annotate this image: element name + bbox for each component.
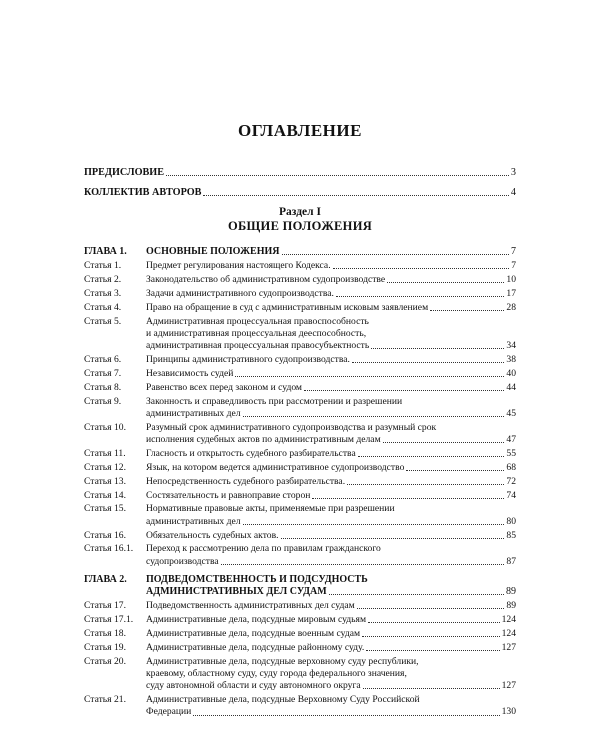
toc-article-entry xyxy=(84,490,516,502)
leader-dots xyxy=(347,484,504,485)
toc-page-number: 124 xyxy=(501,628,516,640)
toc-entry-title: ОСНОВНЫЕ ПОЛОЖЕНИЯ xyxy=(146,246,280,257)
toc-front-label: ПРЕДИСЛОВИЕ xyxy=(84,167,165,178)
toc-list xyxy=(84,241,516,720)
leader-dots xyxy=(352,362,504,363)
toc-entry-title: Административные дела, подсудные верховному суду республики, xyxy=(146,655,419,667)
toc-page-number: 68 xyxy=(506,461,516,473)
leader-dots xyxy=(243,524,505,525)
toc-entry-title: ПОДВЕДОМСТВЕННОСТЬ И ПОДСУДНОСТЬ xyxy=(146,573,368,585)
toc-page-number: 45 xyxy=(506,407,516,419)
toc-article-entry xyxy=(84,396,516,420)
toc-entry-number: Статья 20. xyxy=(84,655,126,667)
toc-entry-number: Статья 16. xyxy=(84,529,126,541)
leader-dots xyxy=(243,416,505,417)
toc-page-number: 28 xyxy=(506,301,516,313)
leader-dots xyxy=(304,390,504,391)
toc-page-number: 87 xyxy=(506,555,516,567)
toc-page-number: 127 xyxy=(501,641,516,653)
toc-page-number: 89 xyxy=(506,600,516,612)
toc-front-item xyxy=(84,166,516,179)
toc-entry-title: административная процессуальная правосубъектность xyxy=(146,340,370,352)
leader-dots xyxy=(371,348,504,349)
toc-entry-number: Статья 7. xyxy=(84,367,122,379)
toc-entry-number: Статья 1. xyxy=(84,260,122,272)
toc-article-entry xyxy=(84,368,516,380)
toc-entry-number: Статья 13. xyxy=(84,475,126,487)
toc-article-entry xyxy=(84,316,516,353)
toc-entry-title: Гласность и открытость судебного разбирательства xyxy=(146,447,356,459)
toc-entry-title: АДМИНИСТРАТИВНЫХ ДЕЛ СУДАМ xyxy=(146,586,327,598)
toc-entry-title: Непосредственность судебного разбирательства. xyxy=(146,475,346,487)
toc-entry-title: краевому, областному суду, суду города федерального значения, xyxy=(146,668,407,680)
toc-entry-title: Независимость судей xyxy=(146,367,234,379)
leader-dots xyxy=(368,622,500,623)
page-title: ОГЛАВЛЕНИЕ xyxy=(238,121,362,140)
toc-article-entry xyxy=(84,382,516,394)
toc-entry-title: Обязательность судебных актов. xyxy=(146,529,279,541)
toc-chapter-entry xyxy=(84,574,516,598)
toc-entry-title: Задачи административного судопроизводства. xyxy=(146,287,334,299)
leader-dots xyxy=(366,650,499,651)
leader-dots xyxy=(166,175,509,176)
toc-page-number: 80 xyxy=(506,515,516,527)
toc-entry-title: Административные дела, подсудные Верховному Суду Российской xyxy=(146,694,420,706)
toc-page-number: 47 xyxy=(506,434,516,446)
toc-entry-title: административных дел xyxy=(146,407,241,419)
toc-article-entry xyxy=(84,462,516,474)
toc-entry-number: ГЛАВА 2. xyxy=(84,573,127,585)
toc-entry-title: и административная процессуальная дееспособность, xyxy=(146,327,367,339)
toc-article-entry xyxy=(84,543,516,567)
toc-entry-number: Статья 6. xyxy=(84,354,122,366)
leader-dots xyxy=(336,296,505,297)
toc-entry-number: Статья 16.1. xyxy=(84,543,134,555)
leader-dots xyxy=(357,608,505,609)
leader-dots xyxy=(383,442,505,443)
toc-page-number: 127 xyxy=(501,680,516,692)
leader-dots xyxy=(235,376,504,377)
toc-entry-title: суду автономной области и суду автономного округа xyxy=(146,680,361,692)
toc-entry-number: Статья 19. xyxy=(84,641,126,653)
toc-article-entry xyxy=(84,614,516,626)
section-heading xyxy=(84,205,516,233)
toc-entry-title: Административная процессуальная правоспособность xyxy=(146,315,369,327)
toc-page-number: 17 xyxy=(506,287,516,299)
toc-entry-number: Статья 10. xyxy=(84,421,126,433)
toc-page-number: 85 xyxy=(506,529,516,541)
toc-page-number: 74 xyxy=(506,489,516,501)
toc-entry-title: Предмет регулирования настоящего Кодекса. xyxy=(146,260,331,272)
toc-chapter-entry xyxy=(84,246,516,258)
toc-page-number: 130 xyxy=(501,706,516,718)
toc-page-number: 3 xyxy=(510,167,516,178)
toc-article-entry xyxy=(84,302,516,314)
section-title: ОБЩИЕ ПОЛОЖЕНИЯ xyxy=(227,219,373,233)
toc-article-entry xyxy=(84,530,516,542)
toc-page-number: 4 xyxy=(510,187,516,198)
toc-entry-title: административных дел xyxy=(146,515,241,527)
toc-page-number: 55 xyxy=(506,447,516,459)
toc-entry-title: Нормативные правовые акты, применяемые при разрешении xyxy=(146,503,395,515)
toc-entry-title: Законодательство об административном судопроизводстве xyxy=(146,274,386,286)
toc-article-entry xyxy=(84,476,516,488)
toc-entry-number: Статья 18. xyxy=(84,628,126,640)
leader-dots xyxy=(329,594,504,595)
leader-dots xyxy=(363,688,500,689)
toc-entry-title: Равенство всех перед законом и судом xyxy=(146,381,303,393)
toc-article-entry xyxy=(84,642,516,654)
toc-entry-number: Статья 4. xyxy=(84,301,122,313)
toc-page-number: 124 xyxy=(501,614,516,626)
toc-entry-number: Статья 12. xyxy=(84,461,126,473)
toc-page-number: 89 xyxy=(506,586,516,598)
leader-dots xyxy=(282,254,510,255)
toc-entry-number: Статья 11. xyxy=(84,447,126,459)
toc-article-entry xyxy=(84,260,516,272)
toc-article-entry xyxy=(84,656,516,693)
toc-front-item xyxy=(84,186,516,199)
toc-entry-title: Федерации xyxy=(146,706,192,718)
leader-dots xyxy=(221,564,505,565)
toc-entry-title: Принципы административного судопроизводства. xyxy=(146,354,350,366)
leader-dots xyxy=(406,470,504,471)
toc-entry-title: Законность и справедливость при рассмотрении и разрешении xyxy=(146,395,403,407)
leader-dots xyxy=(387,282,504,283)
leader-dots xyxy=(358,456,505,457)
leader-dots xyxy=(333,268,510,269)
toc-entry-number: Статья 2. xyxy=(84,274,122,286)
toc-article-entry xyxy=(84,694,516,718)
toc-page-number: 44 xyxy=(506,381,516,393)
toc-entry-number: Статья 21. xyxy=(84,694,126,706)
toc-entry-title: Переход к рассмотрению дела по правилам гражданского xyxy=(146,543,381,555)
toc-page-number: 7 xyxy=(511,260,516,272)
toc-entry-title: Право на обращение в суд с административным исковым заявлением xyxy=(146,301,429,313)
toc-page-number: 40 xyxy=(506,367,516,379)
leader-dots xyxy=(203,195,508,196)
leader-dots xyxy=(362,636,500,637)
toc-page-number: 34 xyxy=(506,340,516,352)
leader-dots xyxy=(193,715,499,716)
toc-front-label: КОЛЛЕКТИВ АВТОРОВ xyxy=(84,187,202,198)
toc-entry-title: Административные дела, подсудные районному суду. xyxy=(146,641,365,653)
toc-entry-title: Язык, на котором ведется административное судопроизводство xyxy=(146,461,405,473)
toc-article-entry xyxy=(84,354,516,366)
toc-article-entry xyxy=(84,274,516,286)
toc-entry-title: исполнения судебных актов по административным делам xyxy=(146,434,381,446)
toc-entry-title: судопроизводства xyxy=(146,555,219,567)
section-number: Раздел I xyxy=(279,206,321,218)
toc-entry-title: Разумный срок административного судопроизводства и разумный срок xyxy=(146,421,437,433)
toc-entry-title: Подведомственность административных дел судам xyxy=(146,600,355,612)
toc-entry-title: Состязательность и равноправие сторон xyxy=(146,489,311,501)
toc-entry-number: Статья 9. xyxy=(84,395,122,407)
toc-entry-number: Статья 17.1. xyxy=(84,614,134,626)
toc-article-entry xyxy=(84,422,516,446)
toc-page-number: 72 xyxy=(506,475,516,487)
toc-article-entry xyxy=(84,448,516,460)
toc-article-entry xyxy=(84,288,516,300)
toc-entry-number: Статья 14. xyxy=(84,489,126,501)
toc-page-number: 10 xyxy=(506,274,516,286)
toc-article-entry xyxy=(84,503,516,527)
toc-entry-number: Статья 15. xyxy=(84,503,126,515)
toc-entry-number: Статья 17. xyxy=(84,600,126,612)
toc-entry-title: Административные дела, подсудные мировым судьям xyxy=(146,614,367,626)
toc-article-entry xyxy=(84,600,516,612)
toc-entry-title: Административные дела, подсудные военным судам xyxy=(146,628,361,640)
leader-dots xyxy=(312,498,504,499)
toc-entry-number: Статья 5. xyxy=(84,315,122,327)
leader-dots xyxy=(281,538,505,539)
toc-page-number: 7 xyxy=(511,246,516,257)
leader-dots xyxy=(430,310,504,311)
toc-entry-number: Статья 3. xyxy=(84,287,122,299)
toc-entry-number: ГЛАВА 1. xyxy=(84,246,127,257)
toc-entry-number: Статья 8. xyxy=(84,381,122,393)
toc-page-number: 38 xyxy=(506,354,516,366)
toc-article-entry xyxy=(84,628,516,640)
